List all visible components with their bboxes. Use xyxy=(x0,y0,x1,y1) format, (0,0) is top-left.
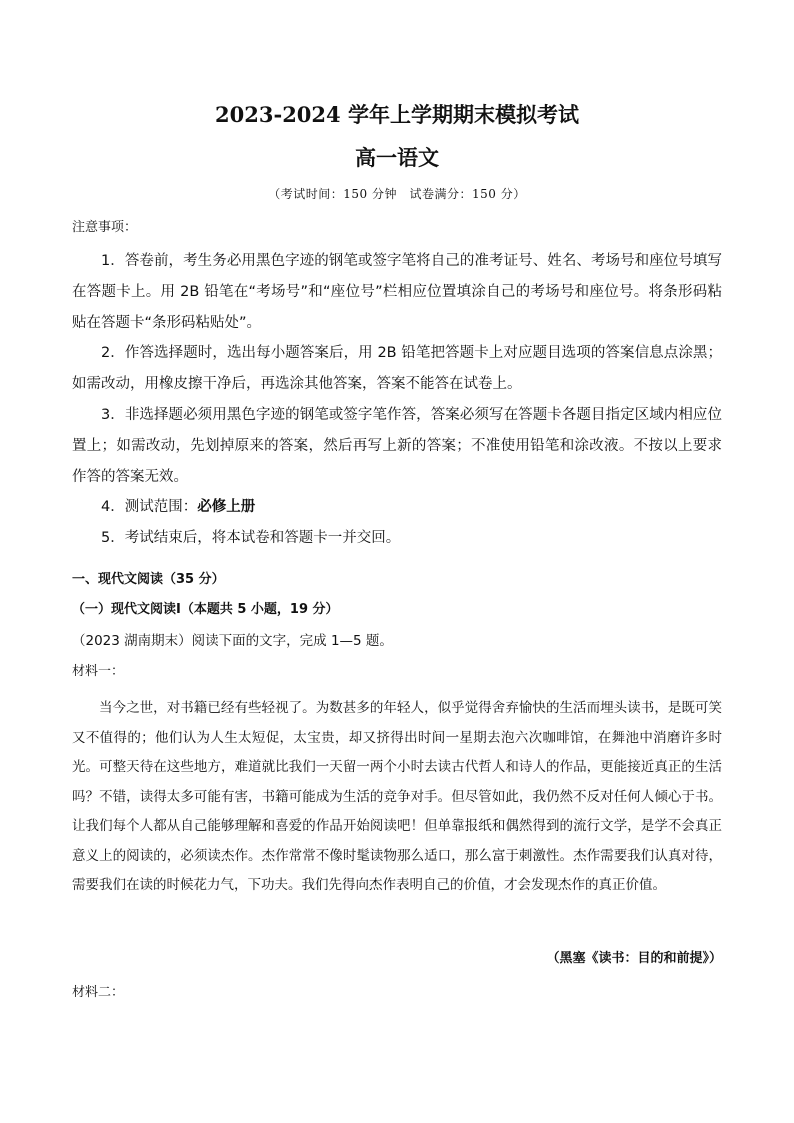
material-1-text: 当今之世，对书籍已经有些轻视了。为数甚多的年轻人，似乎觉得舍弃愉快的生活而埋头读书，是既可笑又不值得的；他们认为人生太短促，太宝贵，却又挤得出时间一星期去泡六次咖啡馆，在舞池中消磨许多时光。可整天待在这些地方，难道就比我们一天留一两个小时去读古代哲人和诗人的作品，更能接近真正的生活吗？不错，读得太多可能有害，书籍可能成为生活的竞争对手。但尽管如此，我仍然不反对任何人倾心于书。让我们每个人都从自己能够理解和喜爱的作品开始阅读吧！但单靠报纸和偶然得到的流行文学，是学不会真正意义上的阅读的，必须读杰作。杰作常常不像时髦读物那么适口，那么富于刺激性。杰作需要我们认真对待，需要我们在读的时候花力气，下功夫。我们先得向杰作表明自己的价值，才会发现杰作的真正价值。 xyxy=(72,700,722,893)
exam-time-and-score: （考试时间：150 分钟 试卷满分：150 分） xyxy=(268,187,526,201)
notice-item-4 xyxy=(72,492,722,523)
notice-heading: 注意事项： xyxy=(72,220,138,235)
exam-subject: 高一语文 xyxy=(355,145,439,170)
section-heading: 一、现代文阅读（35 分） xyxy=(72,572,225,587)
material-1-passage xyxy=(72,694,722,901)
material-2-label: 材料二： xyxy=(72,985,125,1000)
reading-instruction: （2023 湖南期末）阅读下面的文字，完成 1—5 题。 xyxy=(72,633,393,649)
notice-list xyxy=(72,246,722,554)
material-1-label: 材料一： xyxy=(72,664,125,679)
exam-title: 2023-2024 学年上学期期末模拟考试 xyxy=(215,102,579,127)
material-1-source: （黑塞《读书：目的和前提》） xyxy=(546,951,722,966)
subsection-heading: （一）现代文阅读Ⅰ（本题共 5 小题，19 分） xyxy=(72,602,339,617)
notice-item-2: 2．作答选择题时，选出每小题答案后，用 2B 铅笔把答题卡上对应题目选项的答案信息点涂黑；如需改动，用橡皮擦干净后，再选涂其他答案，答案不能答在试卷上。 xyxy=(72,345,722,393)
notice-item-3: 3．非选择题必须用黑色字迹的钢笔或签字笔作答，答案必须写在答题卡各题目指定区域内相应位置上；如需改动，先划掉原来的答案，然后再写上新的答案；不准使用铅笔和涂改液。不按以上要求作答的答案无效。 xyxy=(72,406,722,485)
notice-item-4-prefix: 4．测试范围： xyxy=(101,499,198,516)
test-scope: 必修上册 xyxy=(197,499,256,516)
notice-item-5: 5．考试结束后，将本试卷和答题卡一并交回。 xyxy=(101,530,401,547)
notice-item-1: 1．答卷前，考生务必用黑色字迹的钢笔或签字笔将自己的准考证号、姓名、考场号和座位号填写在答题卡上。用 2B 铅笔在“考场号”和“座位号”栏相应位置填涂自己的考场号和座位号。将条形码粘贴在答题卡“条形码粘贴处”。 xyxy=(72,253,722,331)
